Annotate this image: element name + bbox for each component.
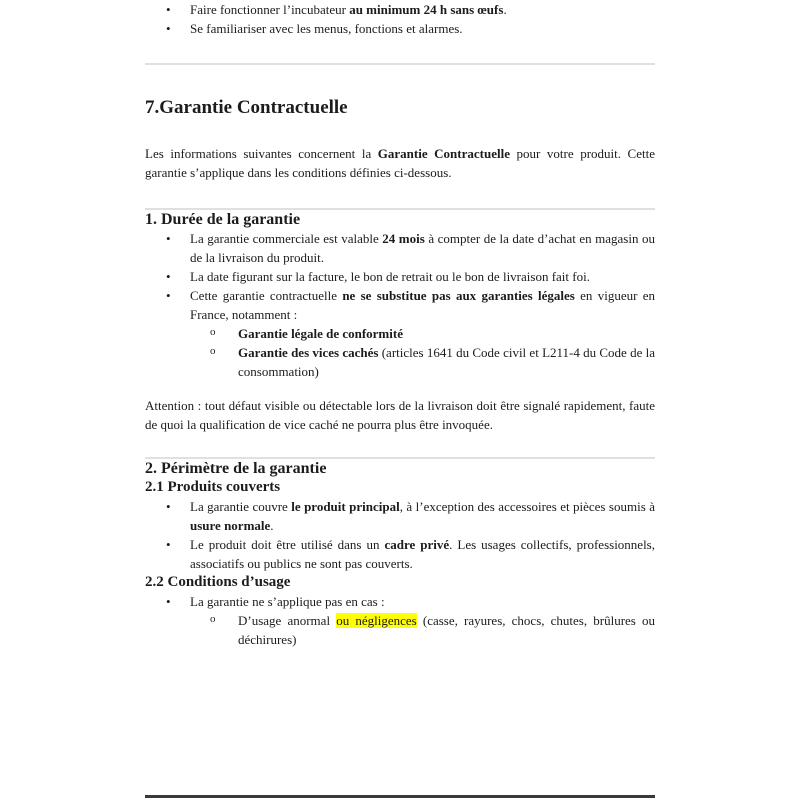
text-segment: en vigueur en France, notamment : — [190, 288, 655, 322]
text-segment: (articles 1641 du Code civil et L211-4 du Code de la consommation) — [238, 345, 655, 379]
paragraph — [145, 144, 655, 182]
list-item — [145, 286, 655, 324]
list-item — [145, 19, 655, 38]
text-segment: La garantie couvre — [190, 499, 292, 514]
list-item — [145, 229, 655, 267]
text-segment: le produit principal — [291, 499, 400, 514]
highlighted-text: ou négligences — [336, 613, 417, 628]
text-segment: Faire fonctionner l’incubateur — [190, 2, 350, 17]
list-item — [145, 267, 655, 286]
text-segment: (casse, rayures, chocs, chutes, brûlures ou déchirures) — [238, 613, 655, 647]
prep-checklist — [145, 0, 655, 38]
subsection-title-usage: 2.2 Conditions d’usage — [145, 574, 291, 590]
text-segment: Garantie Contractuelle — [377, 146, 510, 161]
duration-list — [145, 229, 655, 381]
text-segment: La date figurant sur la facture, le bon de retrait ou le bon de livraison fait foi. — [190, 269, 590, 284]
divider — [145, 795, 655, 798]
list-item — [145, 343, 655, 381]
section-title-scope: 2. Périmètre de la garantie — [145, 460, 327, 477]
text-segment: La garantie ne s’applique pas en cas : — [190, 594, 385, 609]
text-segment: Se familiariser avec les menus, fonctions et alarmes. — [190, 21, 463, 36]
divider — [145, 63, 655, 65]
text-segment: Garantie des vices cachés — [238, 345, 379, 360]
attention-note — [145, 396, 655, 434]
products-list — [145, 497, 655, 573]
text-segment: . — [503, 2, 507, 17]
text-segment: , à l’exception des accessoires et pièces soumis à — [399, 499, 655, 514]
text-segment: ne se substitue pas aux garanties légales — [342, 288, 575, 303]
text-segment: Garantie légale de conformité — [238, 326, 403, 341]
text-segment: . Les usages collectifs, professionnels, associatifs ou publics ne sont pas couverts. — [190, 537, 655, 571]
list-item — [145, 324, 655, 343]
list-item — [145, 592, 655, 611]
list-item — [145, 0, 655, 19]
subsection-title-products: 2.1 Produits couverts — [145, 479, 281, 495]
list-item — [145, 611, 655, 649]
text-segment: à compter de la date d’achat en magasin ou de la livraison du produit. — [190, 231, 656, 265]
text-segment: Le produit doit être utilisé dans un — [190, 537, 385, 552]
text-segment: Les informations suivantes concernent la — [145, 146, 378, 161]
text-segment: La garantie commerciale est valable — [190, 231, 383, 246]
text-segment: D’usage anormal — [238, 613, 337, 628]
section-title-duration: 1. Durée de la garantie — [145, 211, 301, 228]
text-segment: Cette garantie contractuelle — [190, 288, 343, 303]
text-segment: 24 mois — [382, 231, 425, 246]
list-item — [145, 535, 655, 573]
text-segment: Attention : tout défaut visible ou détectable lors de la livraison doit être signalé rapidement, faute de quoi la qualification de vice caché ne pourra plus être invoquée. — [145, 398, 655, 432]
text-segment: cadre privé — [384, 537, 450, 552]
page-title: 7.Garantie Contractuelle — [145, 97, 348, 118]
text-segment: pour votre produit. Cette garantie s’applique dans les conditions définies ci-dessous. — [145, 146, 655, 180]
text-segment: . — [270, 518, 274, 533]
usage-list — [145, 592, 655, 649]
text-segment: au minimum 24 h sans œufs — [349, 2, 504, 17]
text-segment: usure normale — [190, 518, 271, 533]
document-content — [145, 0, 655, 649]
list-item — [145, 497, 655, 535]
